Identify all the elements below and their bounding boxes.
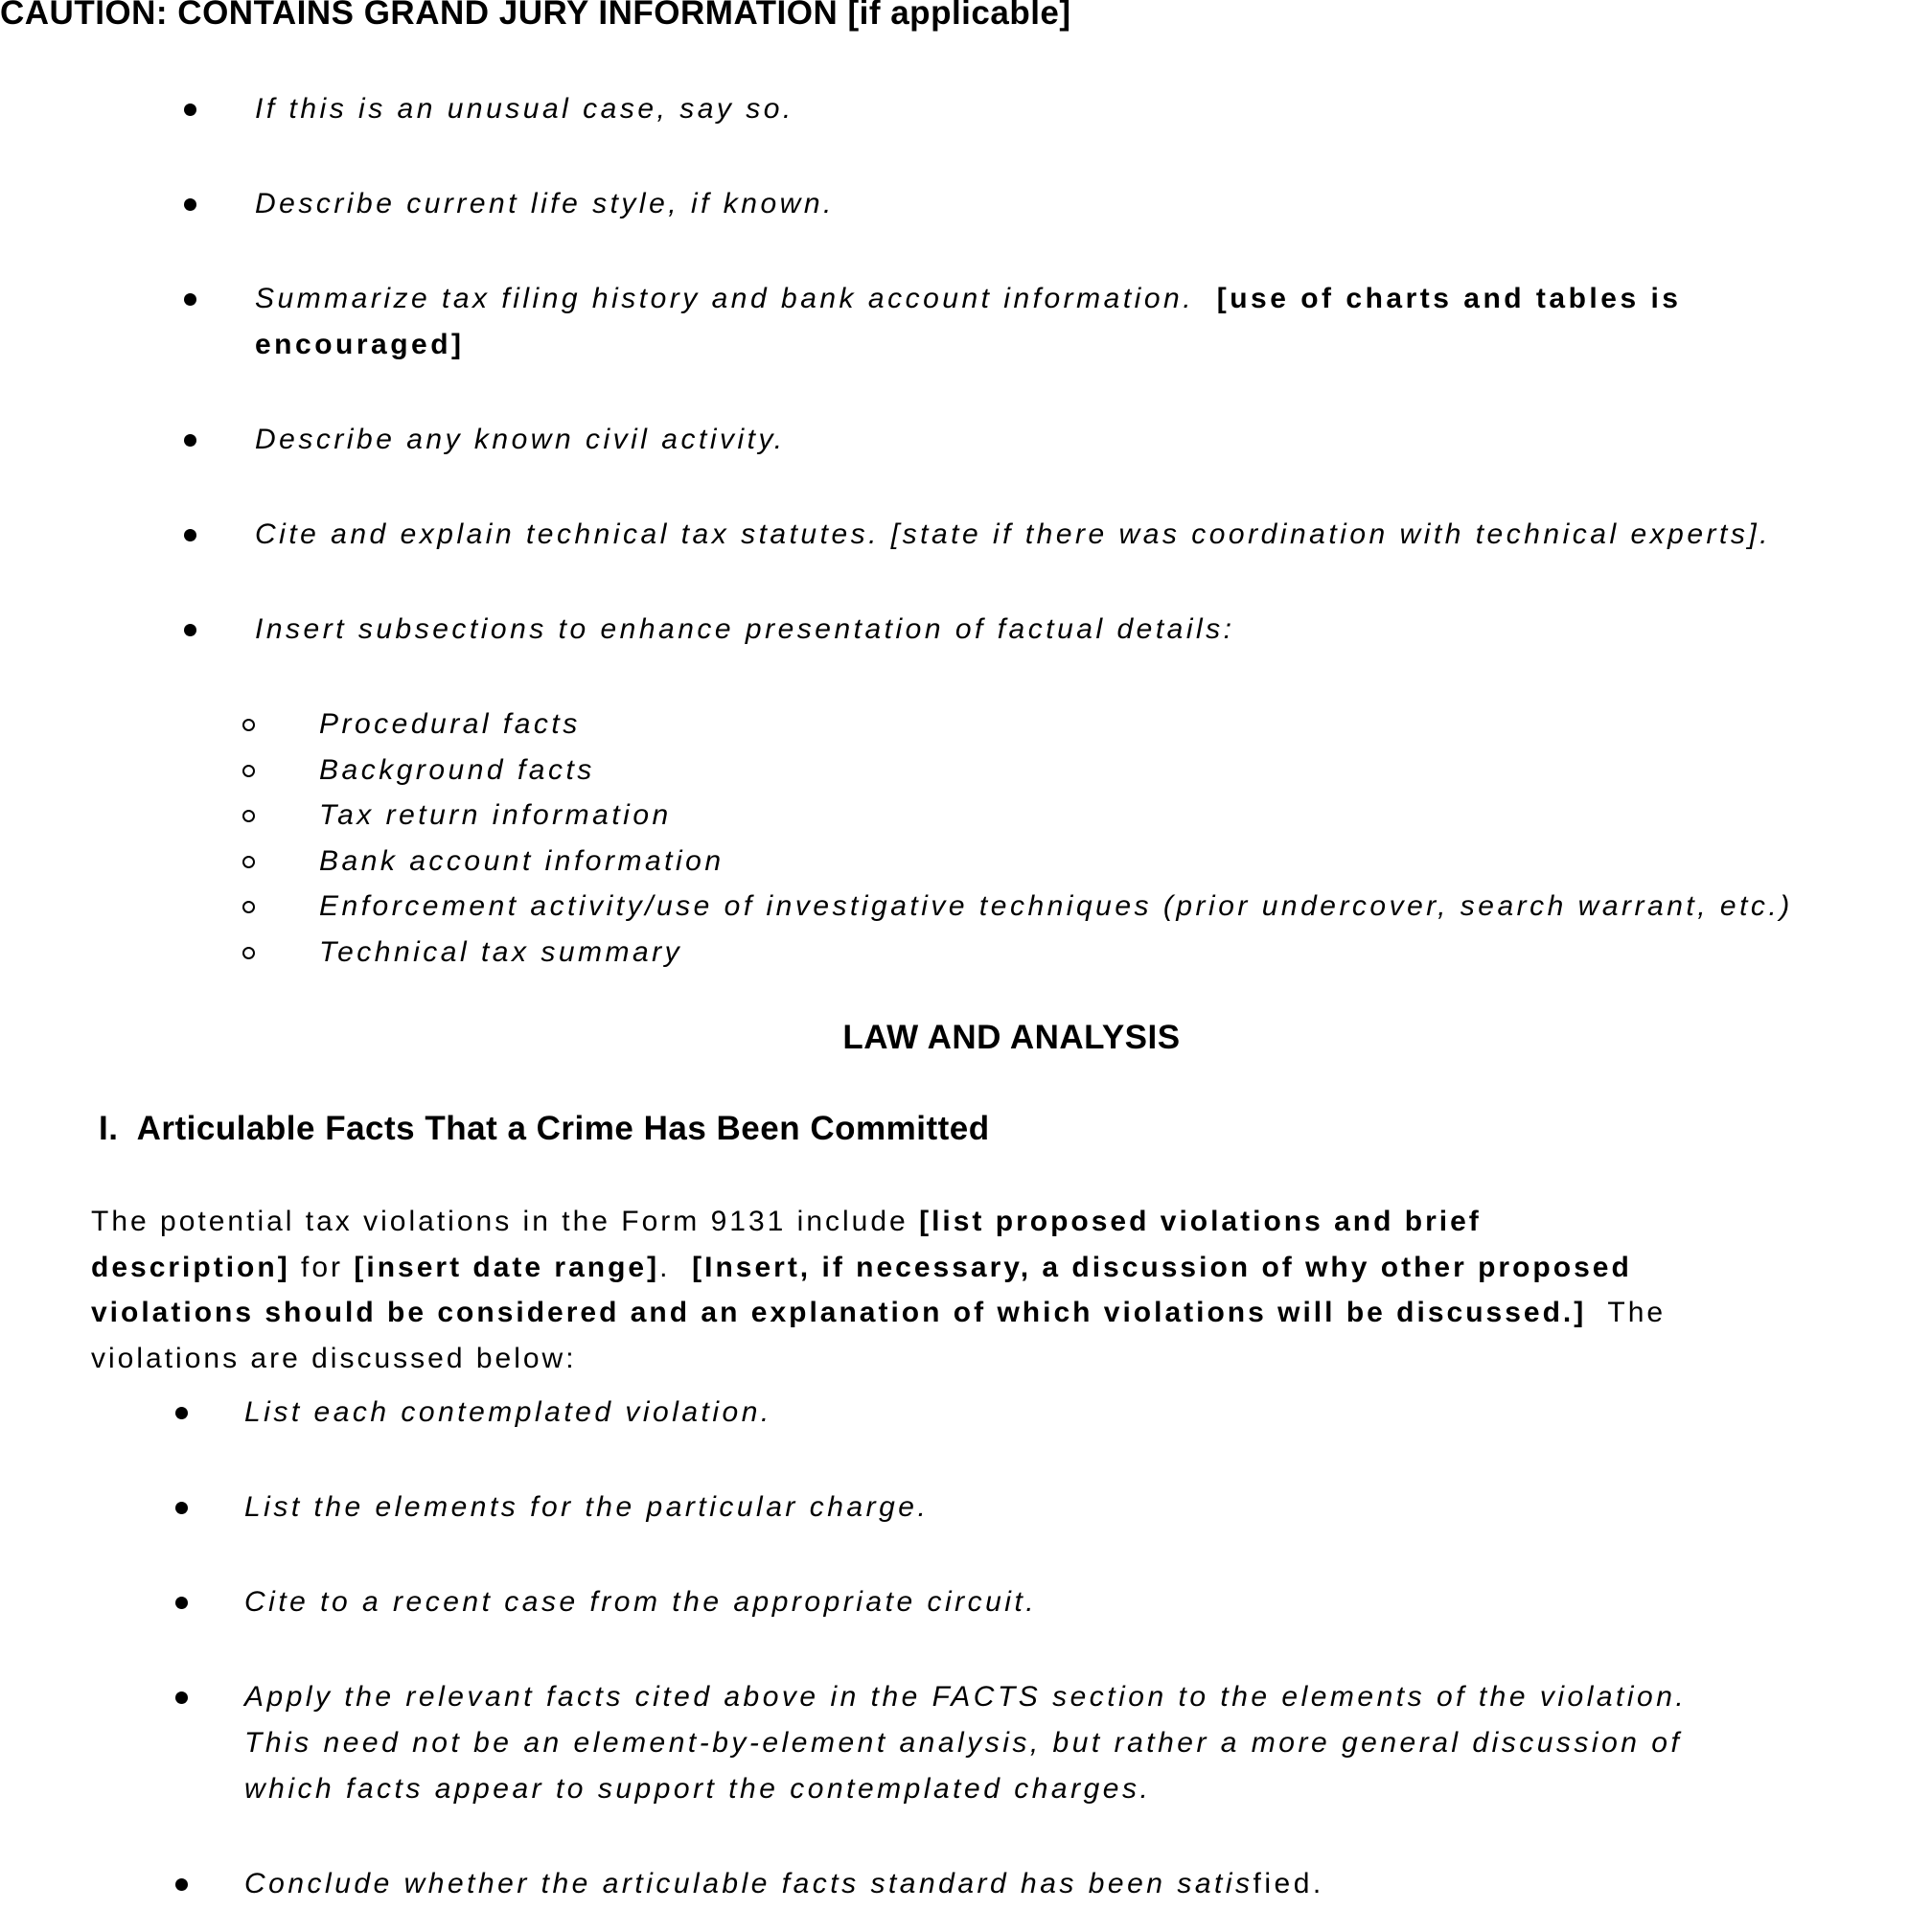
- sub-list-item: [0, 793, 1932, 839]
- paragraph: [91, 1199, 1932, 1381]
- text-line: [255, 607, 1932, 653]
- text-line: [244, 1579, 1932, 1625]
- list-item: [0, 417, 1932, 463]
- bullet-icon: [184, 293, 196, 306]
- text-line: Tax return information: [319, 799, 672, 831]
- text-line: [244, 1674, 1932, 1720]
- text-segment: Apply the relevant facts cited above in the FACTS section to the elements of the violation.: [244, 1681, 1688, 1713]
- text-segment: Insert subsections to enhance presentation of factual details:: [255, 613, 1235, 645]
- text-segment: violations are discussed below:: [91, 1342, 577, 1374]
- text-line: [255, 276, 1932, 322]
- sub-list-item: [0, 702, 1932, 748]
- text-segment: Cite and explain technical tax statutes. [state if there was coordination with technical experts].: [255, 518, 1771, 550]
- sub-list-item: [0, 839, 1932, 885]
- list-item: [0, 86, 1932, 132]
- bullet-icon: [184, 198, 196, 211]
- bullet-list-1: [0, 86, 1932, 653]
- text-line: [255, 181, 1932, 227]
- text-segment: fied.: [1253, 1868, 1324, 1899]
- sub-bullet-list: [0, 702, 1932, 975]
- bullet-icon: [175, 1407, 188, 1419]
- text-segment: .: [659, 1251, 693, 1283]
- text-line: [91, 1245, 1932, 1291]
- text-segment: encouraged]: [255, 329, 465, 360]
- text-segment: Describe any known civil activity.: [255, 424, 786, 455]
- text-line: [255, 512, 1932, 558]
- circle-bullet-icon: [242, 810, 255, 822]
- text-segment: [insert date range]: [354, 1251, 660, 1283]
- law-analysis-heading: LAW AND ANALYSIS: [842, 1019, 1181, 1056]
- bullet-icon: [175, 1502, 188, 1514]
- text-segment: If this is an unusual case, say so.: [255, 93, 794, 125]
- text-segment: The potential tax violations in the Form 9131 include: [91, 1206, 920, 1237]
- circle-bullet-icon: [242, 856, 255, 868]
- text-line: Procedural facts: [319, 708, 581, 740]
- text-segment: description]: [91, 1251, 290, 1283]
- text-segment: for: [289, 1251, 355, 1283]
- text-segment: Conclude whether the articulable facts standard has been satis: [244, 1868, 1254, 1899]
- text-line: [244, 1720, 1932, 1766]
- text-segment: List the elements for the particular charge.: [244, 1491, 930, 1523]
- text-line: [244, 1484, 1932, 1530]
- text-line: [255, 86, 1932, 132]
- text-segment: Summarize tax filing history and bank account information.: [255, 283, 1195, 314]
- text-line: [255, 322, 1932, 368]
- text-line: [255, 417, 1932, 463]
- text-segment: List each contemplated violation.: [244, 1396, 772, 1428]
- list-item: [0, 607, 1932, 653]
- text-segment: violations should be considered and an explanation of which violations will be discussed.]: [91, 1297, 1587, 1328]
- circle-bullet-icon: [242, 901, 255, 913]
- bullet-icon: [184, 434, 196, 447]
- text-segment: This need not be an element-by-element analysis, but rather a more general discussion of: [244, 1727, 1683, 1759]
- list-item: [0, 181, 1932, 227]
- list-item: [0, 1861, 1932, 1907]
- list-item: [0, 512, 1932, 558]
- list-item: [0, 276, 1932, 368]
- text-line: [91, 1336, 1932, 1382]
- circle-bullet-icon: [242, 765, 255, 777]
- text-line: Background facts: [319, 753, 595, 786]
- sub-list-item: [0, 930, 1932, 976]
- bullet-list-2: [0, 1390, 1932, 1907]
- text-line: Enforcement activity/use of investigative techniques (prior undercover, search warrant, etc.): [319, 890, 1793, 922]
- text-line: Technical tax summary: [319, 935, 683, 968]
- bullet-icon: [184, 529, 196, 541]
- section-heading: I. Articulable Facts That a Crime Has Been Committed: [99, 1110, 990, 1147]
- circle-bullet-icon: [242, 719, 255, 731]
- text-line: Bank account information: [319, 844, 724, 877]
- caution-heading: CAUTION: CONTAINS GRAND JURY INFORMATION [if applicable]: [0, 0, 1071, 32]
- list-item: [0, 1674, 1932, 1812]
- text-segment: Describe current life style, if known.: [255, 188, 835, 219]
- bullet-icon: [175, 1878, 188, 1891]
- text-line: [91, 1290, 1932, 1336]
- text-segment: [use of charts and tables is: [1194, 283, 1682, 314]
- list-item: [0, 1484, 1932, 1530]
- text-segment: [Insert, if necessary, a discussion of why other proposed: [692, 1251, 1632, 1283]
- text-line: [244, 1861, 1932, 1907]
- circle-bullet-icon: [242, 947, 255, 959]
- text-segment: which facts appear to support the contemplated charges.: [244, 1773, 1152, 1805]
- list-item: [0, 1390, 1932, 1436]
- bullet-icon: [175, 1691, 188, 1704]
- bullet-icon: [175, 1597, 188, 1609]
- sub-list-item: [0, 748, 1932, 794]
- sub-list-item: [0, 884, 1932, 930]
- text-line: [91, 1199, 1932, 1245]
- text-segment: [list proposed violations and brief: [919, 1206, 1482, 1237]
- bullet-icon: [184, 104, 196, 116]
- text-line: [244, 1766, 1932, 1812]
- list-item: [0, 1579, 1932, 1625]
- text-line: [244, 1390, 1932, 1436]
- text-segment: The: [1586, 1297, 1667, 1328]
- text-segment: Cite to a recent case from the appropriate circuit.: [244, 1586, 1038, 1618]
- bullet-icon: [184, 624, 196, 636]
